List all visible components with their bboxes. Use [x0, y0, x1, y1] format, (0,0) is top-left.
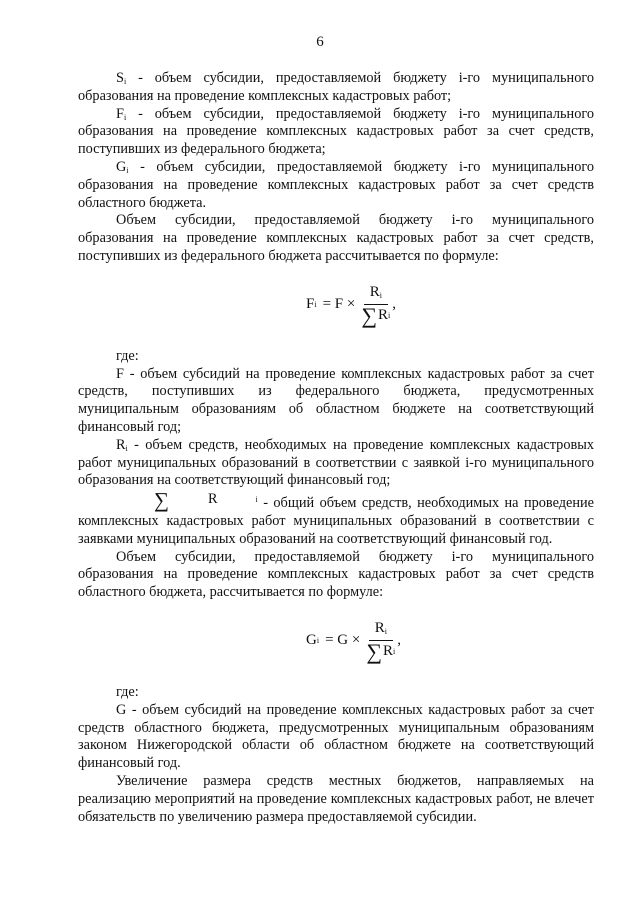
formula-gi-lhs: G [306, 631, 317, 648]
definition-gi [78, 159, 594, 212]
definition-f: F - объем субсидий на проведение комплексных кадастровых работ за счет средств, поступивших из федерального бюджета, предусмотренных муниципальным образованиям об областном бюджете на соответствующий финансовый год; [78, 365, 594, 435]
definition-si [78, 70, 594, 106]
formula-fi-num-sub: i [379, 290, 382, 300]
var-sum-r: R [207, 491, 218, 508]
formula-gi-sum-icon: ∑ [366, 638, 383, 664]
formula-fi-num-var: R [369, 283, 380, 300]
var-s-sub: i [123, 77, 127, 86]
where-label-2: где: [116, 683, 139, 700]
formula-gi: G i = G × $R_i$ ∑ R i , [306, 619, 402, 664]
definition-g: G - объем субсидий на проведение комплексных кадастровых работ за счет средств областного бюджета, предусмотренных муниципальным образованиям законом Нижегородской области об областном бюджете на соответствующий финансовый год. [78, 701, 594, 772]
definition-fi [78, 106, 594, 159]
formula-fi-sum-icon: ∑ [361, 302, 378, 328]
var-g: G [116, 158, 127, 175]
formula-gi-eq: = G × [325, 631, 361, 648]
var-s: S [116, 70, 124, 86]
document-body [78, 70, 594, 826]
formula-gi-numerator [369, 620, 393, 641]
formula-fi-den-var: R [378, 306, 389, 323]
var-g-sub: i [126, 165, 129, 175]
definition-ri [78, 437, 594, 490]
formula-fi-fraction [361, 284, 390, 326]
formula-fi: F i = F × $R_i$ ∑ R i , [306, 283, 397, 328]
definition-gi-text: - объем субсидии, предоставляемой бюджету i-го муниципального образования на проведение комплексных кадастровых работ за счет средств областного бюджета. [78, 158, 594, 211]
var-r: R [116, 436, 126, 453]
definition-ri-text: - объем средств, необходимых на проведение комплексных кадастровых работ муниципальных образований в соответствии с заявкой i-го муниципального образования на соответствующий финансовый год; [78, 436, 594, 489]
definition-si-text: - объем субсидии, предоставляемой бюджету i-го муниципального образования на проведение комплексных кадастровых работ; [78, 70, 594, 104]
formula-fi-denominator: ∑ R i [361, 302, 391, 328]
formula-gi-num-var: R [374, 619, 385, 636]
var-f-sub: i [123, 112, 127, 122]
var-f: F [116, 105, 124, 122]
where-label-1: где: [116, 347, 139, 364]
definition-sum-ri-text: - общий объем средств, необходимых на проведение комплексных кадастровых работ муниципальных образований в соответствии с заявками муниципальных образований на соответствующий финансовый год. [78, 495, 594, 547]
formula-gi-denominator: ∑ R i [366, 638, 396, 664]
definition-fi-text: - объем субсидии, предоставляемой бюджету i-го муниципального образования на проведение комплексных кадастровых работ за счет средств, поступивших из федерального бюджета; [78, 105, 594, 158]
formula-gi-trail: , [397, 631, 402, 648]
formula-gi-num-sub: i [384, 626, 387, 636]
paragraph-regional-formula-intro: Объем субсидии, предоставляемой бюджету i-го муниципального образования на проведение комплексных кадастровых работ за счет средств областного бюджета, рассчитывается по формуле: [78, 548, 594, 601]
page-number: 6 [316, 34, 324, 50]
formula-fi-trail: , [392, 295, 397, 312]
paragraph-final: Увеличение размера средств местных бюджетов, направляемых на реализацию мероприятий на проведение комплексных кадастровых работ, не влечет обязательств по увеличению размера предоставляемой субсидии. [78, 772, 594, 825]
paragraph-federal-formula-intro: Объем субсидии, предоставляемой бюджету i-го муниципального образования на проведение комплексных кадастровых работ за счет средств, поступивших из федерального бюджета рассчитывается по формуле: [78, 212, 594, 264]
formula-fi-numerator [364, 284, 388, 305]
formula-gi-den-var: R [383, 642, 394, 659]
definition-sum-ri: ∑ R i - общий объем средств, необходимых на проведение комплексных кадастровых работ муниципальных образований в соответствии с заявками муниципальных образований на соответствующий финансовый год. [78, 488, 594, 547]
var-r-sub: i [125, 443, 128, 453]
sum-icon: ∑ [154, 488, 169, 513]
formula-fi-lhs: F [306, 295, 315, 312]
formula-fi-eq: = F × [322, 295, 356, 312]
formula-gi-fraction [366, 620, 395, 662]
